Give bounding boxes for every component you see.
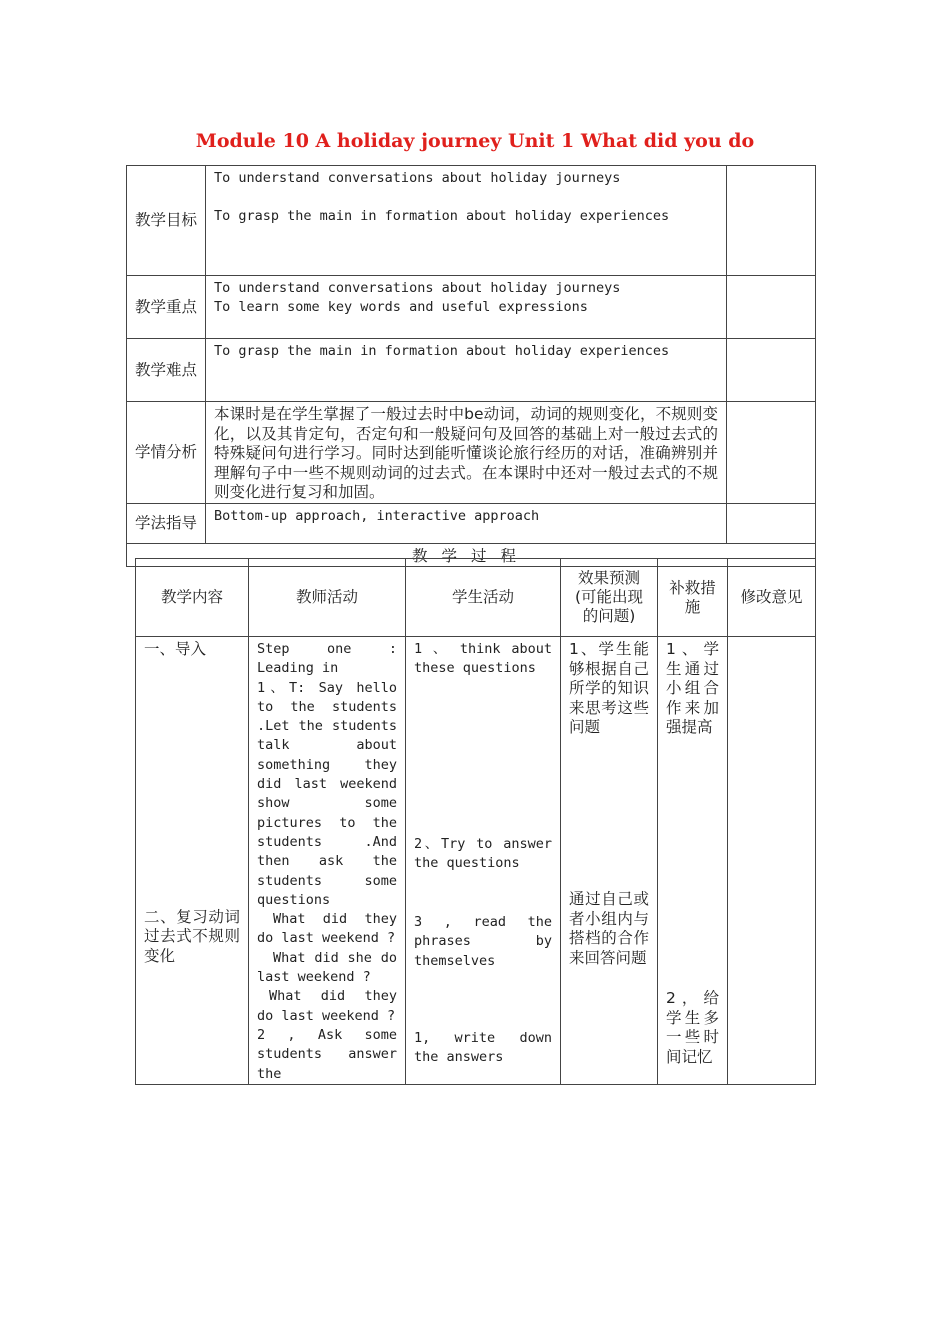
row-note-objectives: [727, 166, 816, 276]
row-label-key-points: 教学重点: [127, 276, 206, 339]
section-intro: 一、导入: [144, 640, 207, 658]
teacher-step-2: 2 , Ask some students answer the: [257, 1026, 397, 1082]
section-review: 二、复习动词过去式不规则变化: [144, 907, 240, 965]
difficulty-line: To grasp the main in formation about holiday experiences: [214, 343, 670, 359]
teacher-question-2: What did she do last weekend ?: [257, 949, 397, 986]
row-content-analysis: 本课时是在学生掌握了一般过去时中be动词，动词的规则变化，不规则变化，以及其肯定句，否定句和一般疑问句及回答的基础上对一般过去式的特殊疑问句进行学习。同时达到能听懂谈论旅行经历的对话，准确辨别并理解句子中一些不规则动词的过去式。在本课时中还对一般过去式的不规则变化进行复习和加固。: [206, 402, 727, 504]
info-table: [126, 165, 816, 567]
col-header-effect: 效果预测(可能出现的问题): [561, 559, 658, 637]
col-header-teacher: 教师活动: [249, 559, 406, 637]
info-row-key-points: [127, 276, 816, 339]
col-header-student: 学生活动: [406, 559, 561, 637]
col-header-revision: 修改意见: [728, 559, 816, 637]
remedy-cell: [658, 637, 728, 1085]
info-row-objectives: [127, 166, 816, 276]
row-content-key-points: [206, 276, 727, 339]
info-row-method: [127, 503, 816, 543]
effect-cell: [561, 637, 658, 1085]
teacher-question-1: What did they do last weekend ?: [257, 911, 397, 947]
student-activity-2: 2、Try to answer the questions: [414, 836, 552, 872]
row-note-analysis: [727, 402, 816, 504]
student-cell: [406, 637, 561, 1085]
row-content-method: Bottom-up approach, interactive approach: [206, 503, 727, 543]
row-note-key-points: [727, 276, 816, 339]
info-row-analysis: [127, 402, 816, 504]
info-row-difficulties: [127, 339, 816, 402]
process-body-row: [136, 637, 816, 1085]
process-title: 教学过程: [127, 543, 816, 566]
col-header-remedy: 补救措施: [658, 559, 728, 637]
teacher-cell: [249, 637, 406, 1085]
page-title: Module 10 A holiday journey Unit 1 What did you do: [195, 130, 755, 152]
teacher-step-title: Step one : Leading in: [257, 641, 397, 677]
content-cell: [136, 637, 249, 1085]
student-activity-1: 1 、 think about these questions: [414, 641, 552, 677]
row-content-objectives: [206, 166, 727, 276]
student-activity-4: 1, write down the answers: [414, 1030, 552, 1066]
key-point-line: To understand conversations about holiday journeys: [214, 280, 621, 296]
row-label-difficulties: 教学难点: [127, 339, 206, 402]
row-label-analysis: 学情分析: [127, 402, 206, 504]
row-note-difficulties: [727, 339, 816, 402]
remedy-measure-1: 1、学生通过小组合作来加强提高: [666, 640, 719, 736]
student-activity-3: 3 , read the phrases by themselves: [414, 914, 552, 969]
key-point-line: To learn some key words and useful expressions: [214, 299, 588, 315]
remedy-measure-2: 2，给学生多一些时间记忆: [666, 989, 719, 1066]
blank-line: [214, 188, 718, 207]
row-label-method: 学法指导: [127, 503, 206, 543]
revision-cell: [728, 637, 816, 1085]
column-header-row: [136, 559, 816, 637]
effect-prediction-2: 通过自己或者小组内与搭档的合作来回答问题: [569, 890, 649, 967]
objective-line: To grasp the main in formation about holiday experiences: [214, 208, 670, 224]
teacher-step-1: 1、T: Say hello to the students .Let the students talk about something they did last weekend show some pictures to the students .And then ask the students some questions: [257, 679, 397, 908]
teacher-question-3: What did they do last weekend ?: [257, 988, 397, 1024]
row-label-objectives: 教学目标: [127, 166, 206, 276]
process-table: [135, 558, 816, 1085]
col-header-content: 教学内容: [136, 559, 249, 637]
effect-prediction-1: 1、学生能够根据自己所学的知识来思考这些问题: [569, 640, 649, 736]
objective-line: To understand conversations about holiday journeys: [214, 170, 621, 186]
row-content-difficulties: [206, 339, 727, 402]
row-note-method: [727, 503, 816, 543]
